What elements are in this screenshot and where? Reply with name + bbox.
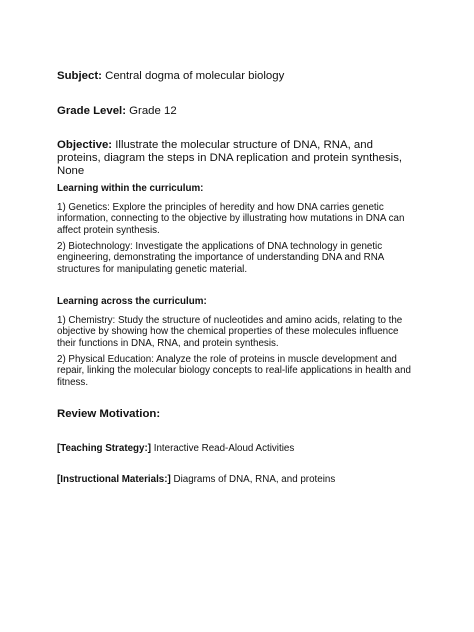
subject-line (57, 70, 417, 83)
grade-level-value: Grade 12 (126, 105, 177, 117)
subject-value: Central dogma of molecular biology (101, 70, 285, 82)
review-motivation-heading: Review Motivation: (57, 408, 161, 420)
teaching-strategy-value: Interactive Read-Aloud Activities (151, 443, 295, 454)
objective-label: Objective: (57, 139, 113, 151)
across-curriculum-item-1: 1) Chemistry: Study the structure of nucleotides and amino acids, relating to the objective by showing how the chemical properties of these molecules influence their functions in DNA, RNA, and protein synthesis. (57, 315, 403, 349)
grade-level-line (57, 105, 417, 118)
teaching-strategy-line (57, 443, 417, 454)
within-curriculum-heading: Learning within the curriculum: (57, 183, 204, 194)
instructional-materials-label: [Instructional Materials:] (57, 474, 171, 485)
instructional-materials-value: Diagrams of DNA, RNA, and proteins (170, 474, 336, 485)
across-curriculum-heading: Learning across the curriculum: (57, 296, 207, 307)
within-curriculum-item-1: 1) Genetics: Explore the principles of heredity and how DNA carries genetic information, connecting to the objective by illustrating how mutations in DNA can affect protein synthesis. (57, 202, 405, 236)
objective-line (57, 139, 417, 178)
within-curriculum-item-2: 2) Biotechnology: Investigate the applications of DNA technology in genetic engineering, demonstrating the importance of understanding DNA and RNA structures for manipulating genetic material. (57, 241, 384, 275)
subject-label: Subject: (57, 70, 102, 82)
teaching-strategy-label: [Teaching Strategy:] (57, 443, 151, 454)
objective-value: Illustrate the molecular structure of DNA, RNA, and proteins, diagram the steps in DNA replication and protein synthesis, None (57, 139, 403, 177)
across-curriculum-item-2: 2) Physical Education: Analyze the role of proteins in muscle development and repair, linking the molecular biology concepts to real-life applications in health and fitness. (57, 354, 411, 388)
grade-level-label: Grade Level: (57, 105, 127, 117)
instructional-materials-line (57, 474, 417, 485)
